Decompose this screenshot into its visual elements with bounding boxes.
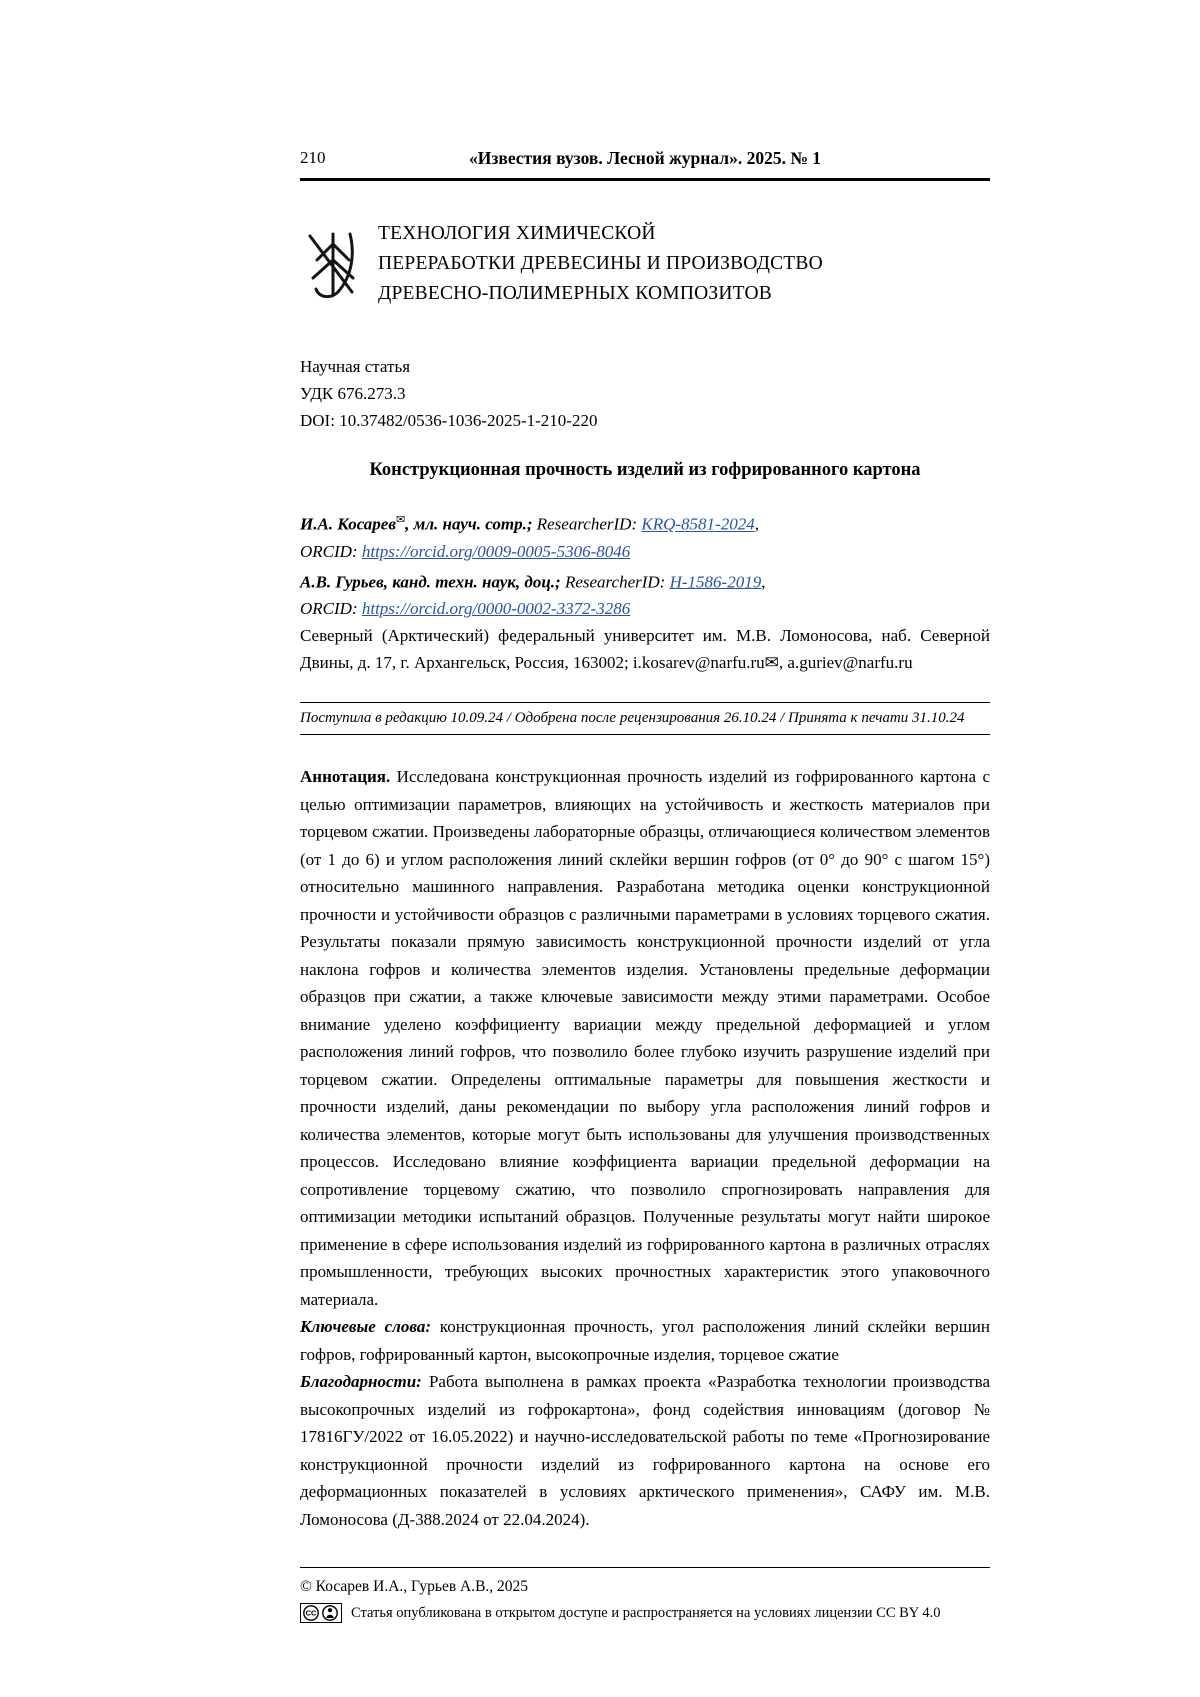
article-type: Научная статья bbox=[300, 357, 411, 376]
punctuation: , bbox=[761, 572, 766, 592]
doi: DOI: 10.37482/0536-1036-2025-1-210-220 bbox=[300, 411, 598, 430]
copyright-line: © Косарев И.А., Гурьев А.В., 2025 bbox=[300, 1578, 529, 1596]
acknowledgements-label: Благодарности: bbox=[300, 1372, 422, 1392]
article-title: Конструкционная прочность изделий из гофрированного картона bbox=[369, 460, 921, 480]
license-line bbox=[300, 1603, 990, 1623]
section-heading-line: ДРЕВЕСНО-ПОЛИМЕРНЫХ КОМПОЗИТОВ bbox=[378, 283, 772, 304]
orcid-line bbox=[300, 595, 990, 622]
researcher-id-link[interactable]: H-1586-2019 bbox=[669, 572, 762, 592]
keywords-label: Ключевые слова: bbox=[300, 1317, 432, 1337]
article-page bbox=[300, 0, 990, 1623]
article-meta bbox=[300, 353, 990, 434]
page-footer bbox=[300, 1567, 990, 1623]
abstract bbox=[300, 763, 990, 1313]
acknowledgements-text: Работа выполнена в рамках проекта «Разработка технологии производства высокопрочных изделий из гофрокартона», фонд содействия инновациям (договор № 17816ГУ/2022 от 16.05.2022) и научно-исследовательской работы по теме «Прогнозирование конструкционной прочности изделий из гофрированного картона на основе его деформационных показателей в условиях арктического применения», САФУ им. М.В. Ломоносова (Д-388.2024 от 22.04.2024). bbox=[300, 1372, 990, 1529]
section-banner bbox=[300, 219, 990, 309]
authors-block bbox=[300, 507, 990, 676]
svg-text:CC: CC bbox=[305, 1608, 317, 1618]
author-name: И.А. Косарев bbox=[300, 514, 396, 534]
dates-strip bbox=[300, 702, 990, 735]
mail-icon: ✉ bbox=[395, 514, 406, 526]
running-header bbox=[300, 148, 990, 181]
article-body bbox=[300, 763, 990, 1533]
punctuation: , bbox=[754, 514, 759, 534]
section-heading-line: ТЕХНОЛОГИЯ ХИМИЧЕСКОЙ bbox=[378, 223, 656, 244]
acknowledgements bbox=[300, 1368, 990, 1533]
keywords-text: конструкционная прочность, угол расположения линий склейки вершин гофров, гофрированный картон, высокопрочные изделия, торцевое сжатие bbox=[300, 1317, 990, 1364]
forest-journal-logo-icon bbox=[300, 226, 366, 302]
license-text: Статья опубликована в открытом доступе и распространяется на условиях лицензии CC BY 4.0 bbox=[351, 1604, 941, 1621]
orcid-link[interactable]: https://orcid.org/0009-0005-5306-8046 bbox=[361, 541, 631, 561]
journal-header-title: «Известия вузов. Лесной журнал». 2025. № 1 bbox=[468, 148, 822, 168]
abstract-label: Аннотация. bbox=[300, 767, 391, 787]
researcher-id-label: ResearcherID: bbox=[536, 514, 642, 534]
affiliation: Северный (Арктический) федеральный университет им. М.В. Ломоносова, наб. Северной Двины, д. 17, г. Архангельск, Россия, 163002; i.kosarev@narfu.ru✉, a.guriev@narfu.ru bbox=[300, 626, 990, 673]
abstract-text: Исследована конструкционная прочность изделий из гофрированного картона с целью оптимизации параметров, влияющих на устойчивость и жесткость материалов при торцевом сжатии. Произведены лабораторные образцы, отличающиеся количеством элементов (от 1 до 6) и углом расположения линий склейки вершин гофров (от 0° до 90° с шагом 15°) относительно машинного направления. Разработана методика оценки конструкционной прочности и устойчивости образцов с различными параметрами в условиях торцевого сжатия. Результаты показали прямую зависимость конструкционной прочности изделий от угла наклона гофров и количества элементов изделия. Установлены предельные деформации образцов при сжатии, а также ключевые зависимости между этими параметрами. Особое внимание уделено коэффициенту вариации между предельной деформацией и углом расположения линий гофров, что позволило более глубоко изучить разрушение изделий при торцевом сжатии. Определены оптимальные параметры для повышения жесткости и прочности изделий, даны рекомендации по выбору угла расположения линий гофров и количества элементов, которые могут быть использованы для улучшения производственных процессов. Исследовано влияние коэффициента вариации предельной деформации на сопротивление торцевому сжатию, что позволило спрогнозировать направления для оптимизации методики испытаний образцов. Полученные результаты могут найти широкое применение в сфере использования изделий из гофрированного картона в различных отраслях промышленности, требующих высоких прочностных характеристик этого упаковочного материала. bbox=[300, 767, 990, 1309]
author-role: , мл. науч. сотр.; bbox=[405, 514, 537, 534]
author-role: , канд. техн. наук, доц.; bbox=[383, 572, 565, 592]
author-line bbox=[300, 507, 990, 538]
keywords bbox=[300, 1313, 990, 1368]
orcid-label: ORCID: bbox=[300, 541, 362, 561]
orcid-label: ORCID: bbox=[300, 599, 362, 619]
author-name: А.В. Гурьев bbox=[300, 572, 384, 592]
author-line bbox=[300, 565, 990, 596]
researcher-id-label: ResearcherID: bbox=[564, 572, 670, 592]
researcher-id-link[interactable]: KRQ-8581-2024 bbox=[641, 514, 755, 534]
page-number: 210 bbox=[300, 148, 326, 167]
orcid-line bbox=[300, 538, 990, 565]
cc-by-icon bbox=[300, 1603, 342, 1623]
dates-line: Поступила в редакцию 10.09.24 / Одобрена после рецензирования 26.10.24 / Принята к печати 31.10.24 bbox=[300, 710, 965, 727]
section-heading-line: ПЕРЕРАБОТКИ ДРЕВЕСИНЫ И ПРОИЗВОДСТВО bbox=[378, 253, 823, 274]
orcid-link[interactable]: https://orcid.org/0000-0002-3372-3286 bbox=[361, 599, 631, 619]
section-heading bbox=[378, 219, 823, 309]
udc-code: УДК 676.273.3 bbox=[300, 384, 406, 403]
